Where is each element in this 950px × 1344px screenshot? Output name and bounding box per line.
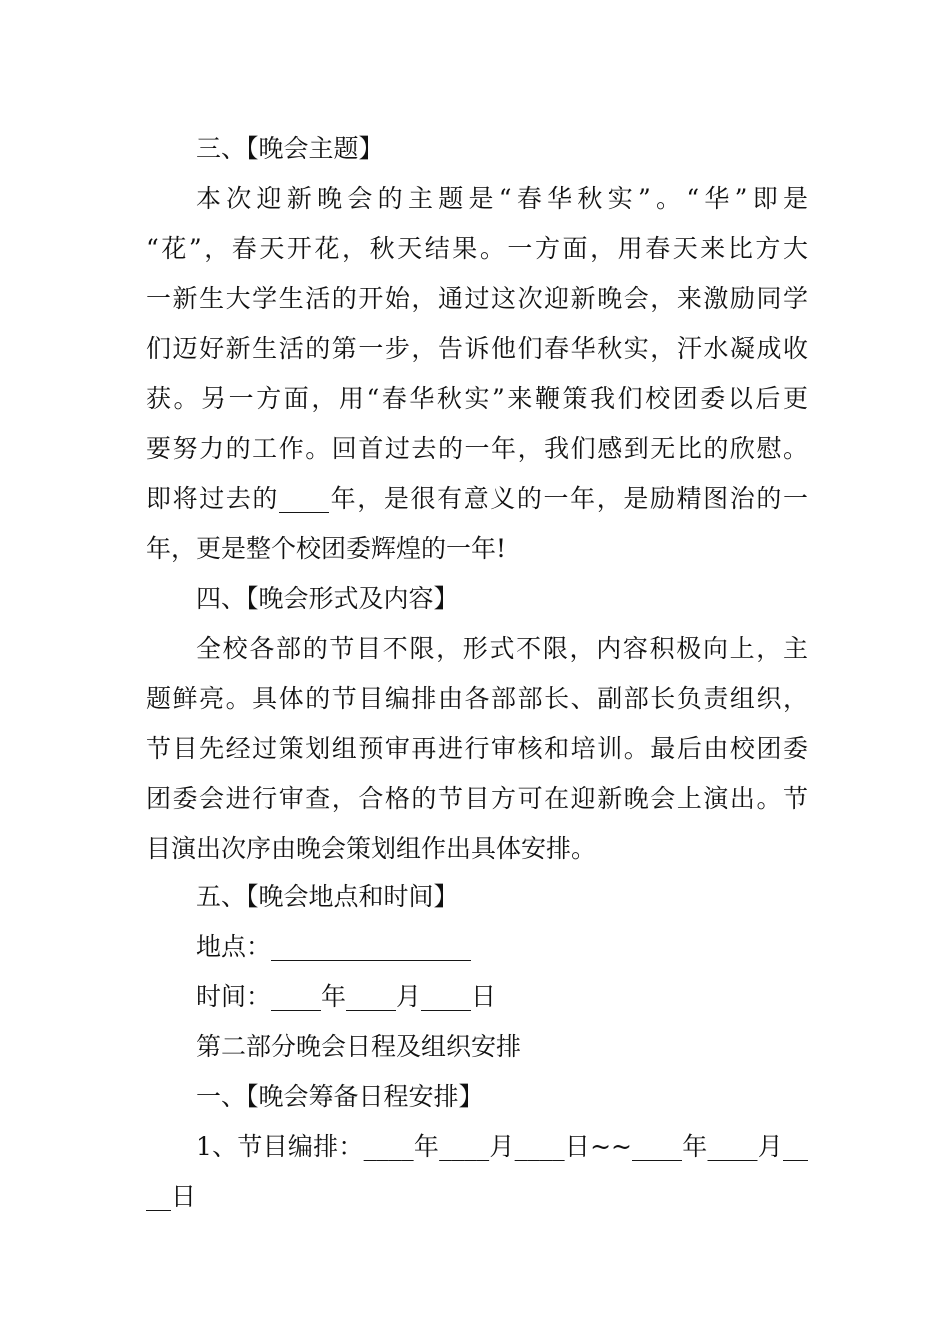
schedule-item-line: __日 [146,1182,197,1211]
section-title-part-two: 第二部分晚会日程及组织安排 [196,1032,522,1061]
paragraph-line: 要努力的工作。回首过去的一年，我们感到无比的欣慰。 [146,434,808,463]
place-line: 地点：________________ [196,932,472,961]
paragraph-line: 本次迎新晚会的主题是“春华秋实”。“华”即是 [196,184,808,213]
heading-format-content: 四、【晚会形式及内容】 [196,584,459,613]
heading-theme: 三、【晚会主题】 [196,134,384,163]
paragraph-line: 获。另一方面，用“春华秋实”来鞭策我们校团委以后更 [146,384,808,413]
paragraph-line: 目演出次序由晚会策划组作出具体安排。 [146,834,597,863]
paragraph-line: 题鲜亮。具体的节目编排由各部部长、副部长负责组织， [146,684,808,713]
time-line: 时间：____年____月____日 [196,982,497,1011]
schedule-item-line: 1、节目编排：____年____月____日~~____年____月__ [196,1132,808,1161]
paragraph-line: 即将过去的____年，是很有意义的一年，是励精图治的一 [146,484,808,513]
paragraph-line: 一新生大学生活的开始，通过这次迎新晚会，来激励同学 [146,284,808,313]
paragraph-line: 全校各部的节目不限，形式不限，内容积极向上，主 [196,634,808,663]
paragraph-line: 们迈好新生活的第一步，告诉他们春华秋实，汗水凝成收 [146,334,808,363]
paragraph-line: 节目先经过策划组预审再进行审核和培训。最后由校团委 [146,734,808,763]
paragraph-line: “花”，春天开花，秋天结果。一方面，用春天来比方大 [146,234,808,263]
paragraph-line: 年，更是整个校团委辉煌的一年! [146,534,507,563]
heading-schedule: 一、【晚会筹备日程安排】 [196,1082,484,1111]
heading-place-time: 五、【晚会地点和时间】 [196,882,459,911]
paragraph-line: 团委会进行审查，合格的节目方可在迎新晚会上演出。节 [146,784,808,813]
